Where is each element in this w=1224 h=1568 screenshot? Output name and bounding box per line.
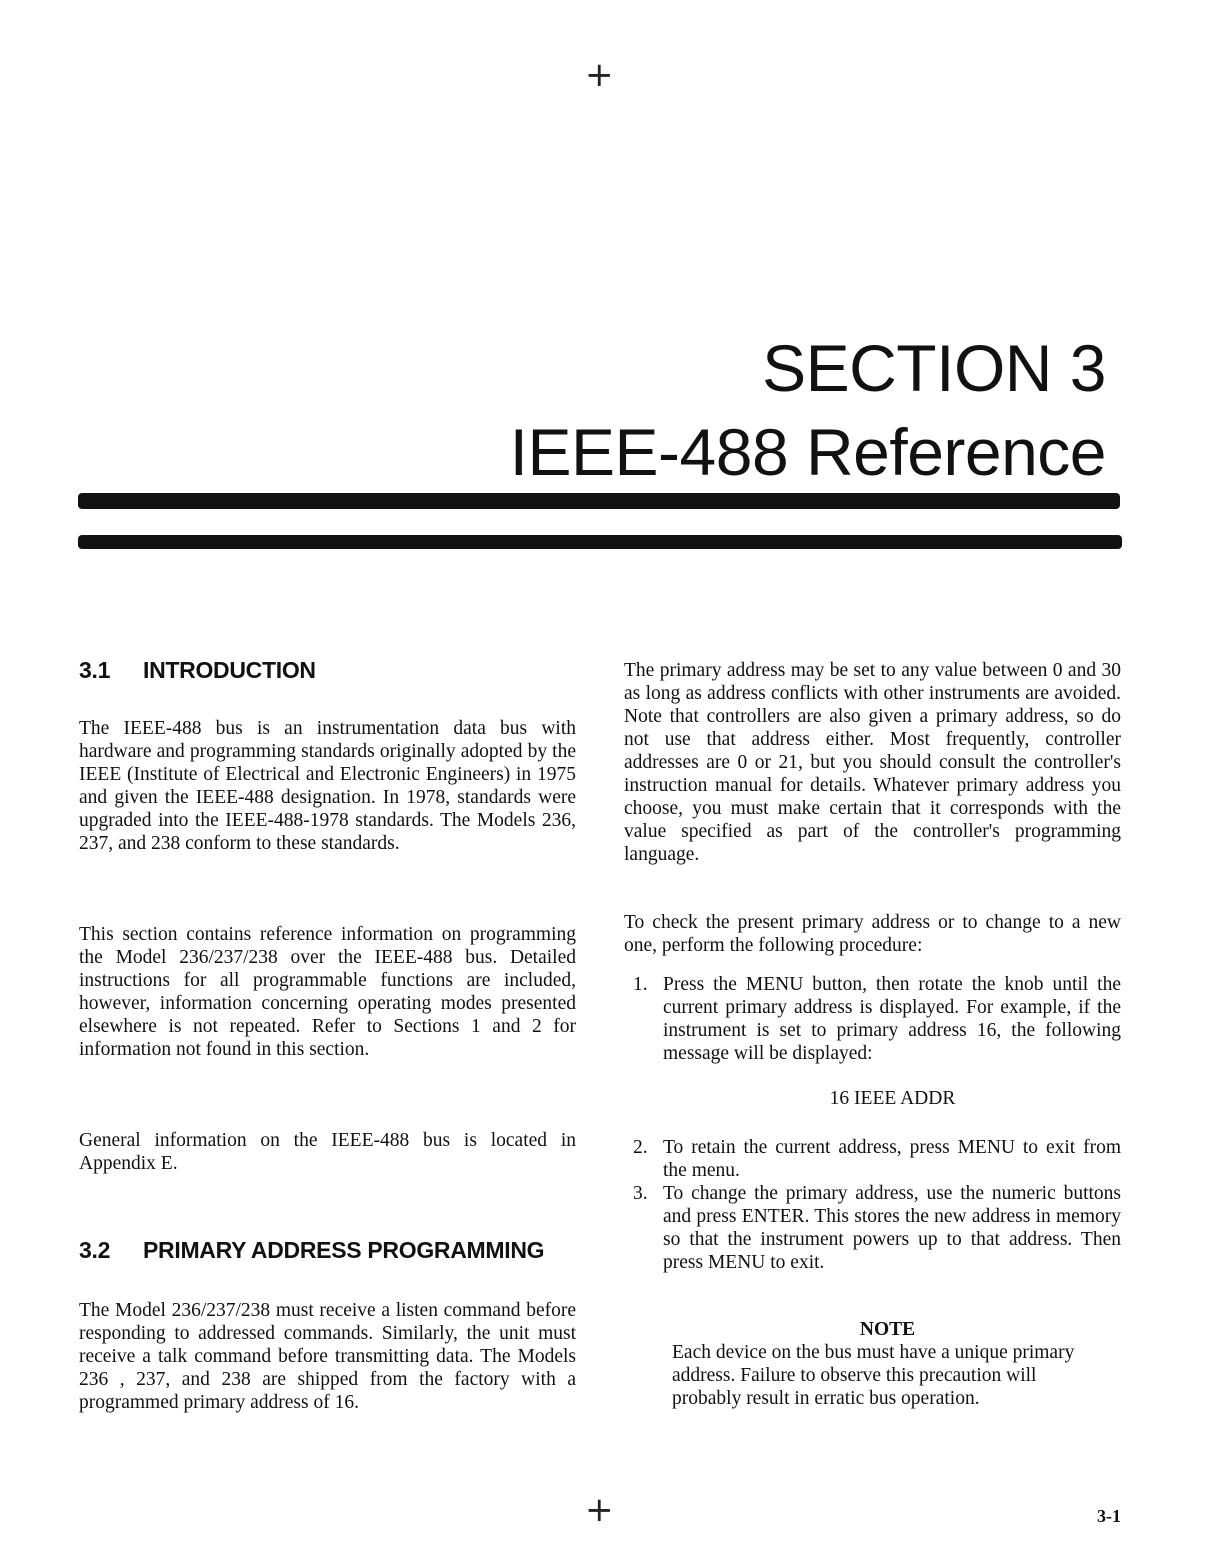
step-text: To change the primary address, use the numeric buttons and press ENTER. This stores the new address in memory so that the instrument powers up to that address. Then press MENU to exit. <box>663 1183 1121 1273</box>
procedure-step <box>624 1182 1121 1274</box>
note-block <box>624 1318 1121 1410</box>
heading-title: PRIMARY ADDRESS PROGRAMMING <box>143 1237 545 1263</box>
registration-mark-bottom: + <box>585 1490 614 1530</box>
registration-mark-top: + <box>585 55 614 95</box>
heading-number: 3.2 <box>79 1237 111 1263</box>
primary-address-range-paragraph: The primary address may be set to any value between 0 and 30 as long as address conflicts with other instruments are avoided. Note that controllers are also given a primary address, so do not use that address either. Most frequently, controller addresses are 0 or 21, but you should consult the controller's instruction manual for details. Whatever primary address you choose, you must make certain that it corresponds with the value specified as part of the controller's programming language. <box>624 660 1121 865</box>
right-column <box>624 659 1121 1410</box>
primary-address-paragraph: The Model 236/237/238 must receive a listen command before responding to addressed commands. Similarly, the unit must receive a talk command before transmitting data. The Models 236 , 237, and 238 are shipped from the factory with a programmed primary address of 16. <box>79 1300 576 1413</box>
left-column <box>79 655 576 1414</box>
step-text: Press the MENU button, then rotate the knob until the current primary address is displayed. For example, if the instrument is set to primary address 16, the following message will be displayed: <box>663 974 1121 1064</box>
step-number: 1. <box>633 974 648 995</box>
primary-address-heading <box>79 1235 576 1265</box>
step-number: 3. <box>633 1183 648 1204</box>
intro-paragraph-3: General information on the IEEE-488 bus is located in Appendix E. <box>79 1130 576 1174</box>
section-subtitle: IEEE-488 Reference <box>509 415 1106 489</box>
intro-paragraph-2: This section contains reference information on programming the Model 236/237/238 over the IEEE-488 bus. Detailed instructions for all programmable functions are included, however, information concerning operating modes presented elsewhere is not repeated. Refer to Sections 1 and 2 for information not found in this section. <box>79 924 576 1060</box>
procedure-list <box>624 973 1121 1065</box>
display-message: 16 IEEE ADDR <box>829 1088 956 1109</box>
procedure-list-continued <box>624 1136 1121 1274</box>
procedure-step <box>624 973 1121 1065</box>
section-title: SECTION 3 <box>762 331 1106 405</box>
header-rule-top <box>78 493 1120 509</box>
step-text: To retain the current address, press MENU to exit from the menu. <box>663 1137 1121 1181</box>
heading-number: 3.1 <box>79 657 111 683</box>
header-rule-bottom <box>78 535 1122 549</box>
heading-title: INTRODUCTION <box>143 657 316 683</box>
procedure-step <box>624 1136 1121 1182</box>
page-number: 3-1 <box>1097 1506 1121 1526</box>
introduction-heading <box>79 655 576 685</box>
intro-paragraph-1: The IEEE-488 bus is an instrumentation data bus with hardware and programming standards originally adopted by the IEEE (Institute of Electrical and Electronic Engineers) in 1975 and given the IEEE-488 designation. In 1978, standards were upgraded into the IEEE-488-1978 standards. The Models 236, 237, and 238 conform to these standards. <box>79 718 576 854</box>
procedure-intro-paragraph: To check the present primary address or to change to a new one, perform the following procedure: <box>624 912 1121 956</box>
note-text: Each device on the bus must have a unique primary address. Failure to observe this precaution will probably result in erratic bus operation. <box>672 1342 1075 1409</box>
step-number: 2. <box>633 1137 648 1158</box>
note-title: NOTE <box>859 1319 916 1340</box>
